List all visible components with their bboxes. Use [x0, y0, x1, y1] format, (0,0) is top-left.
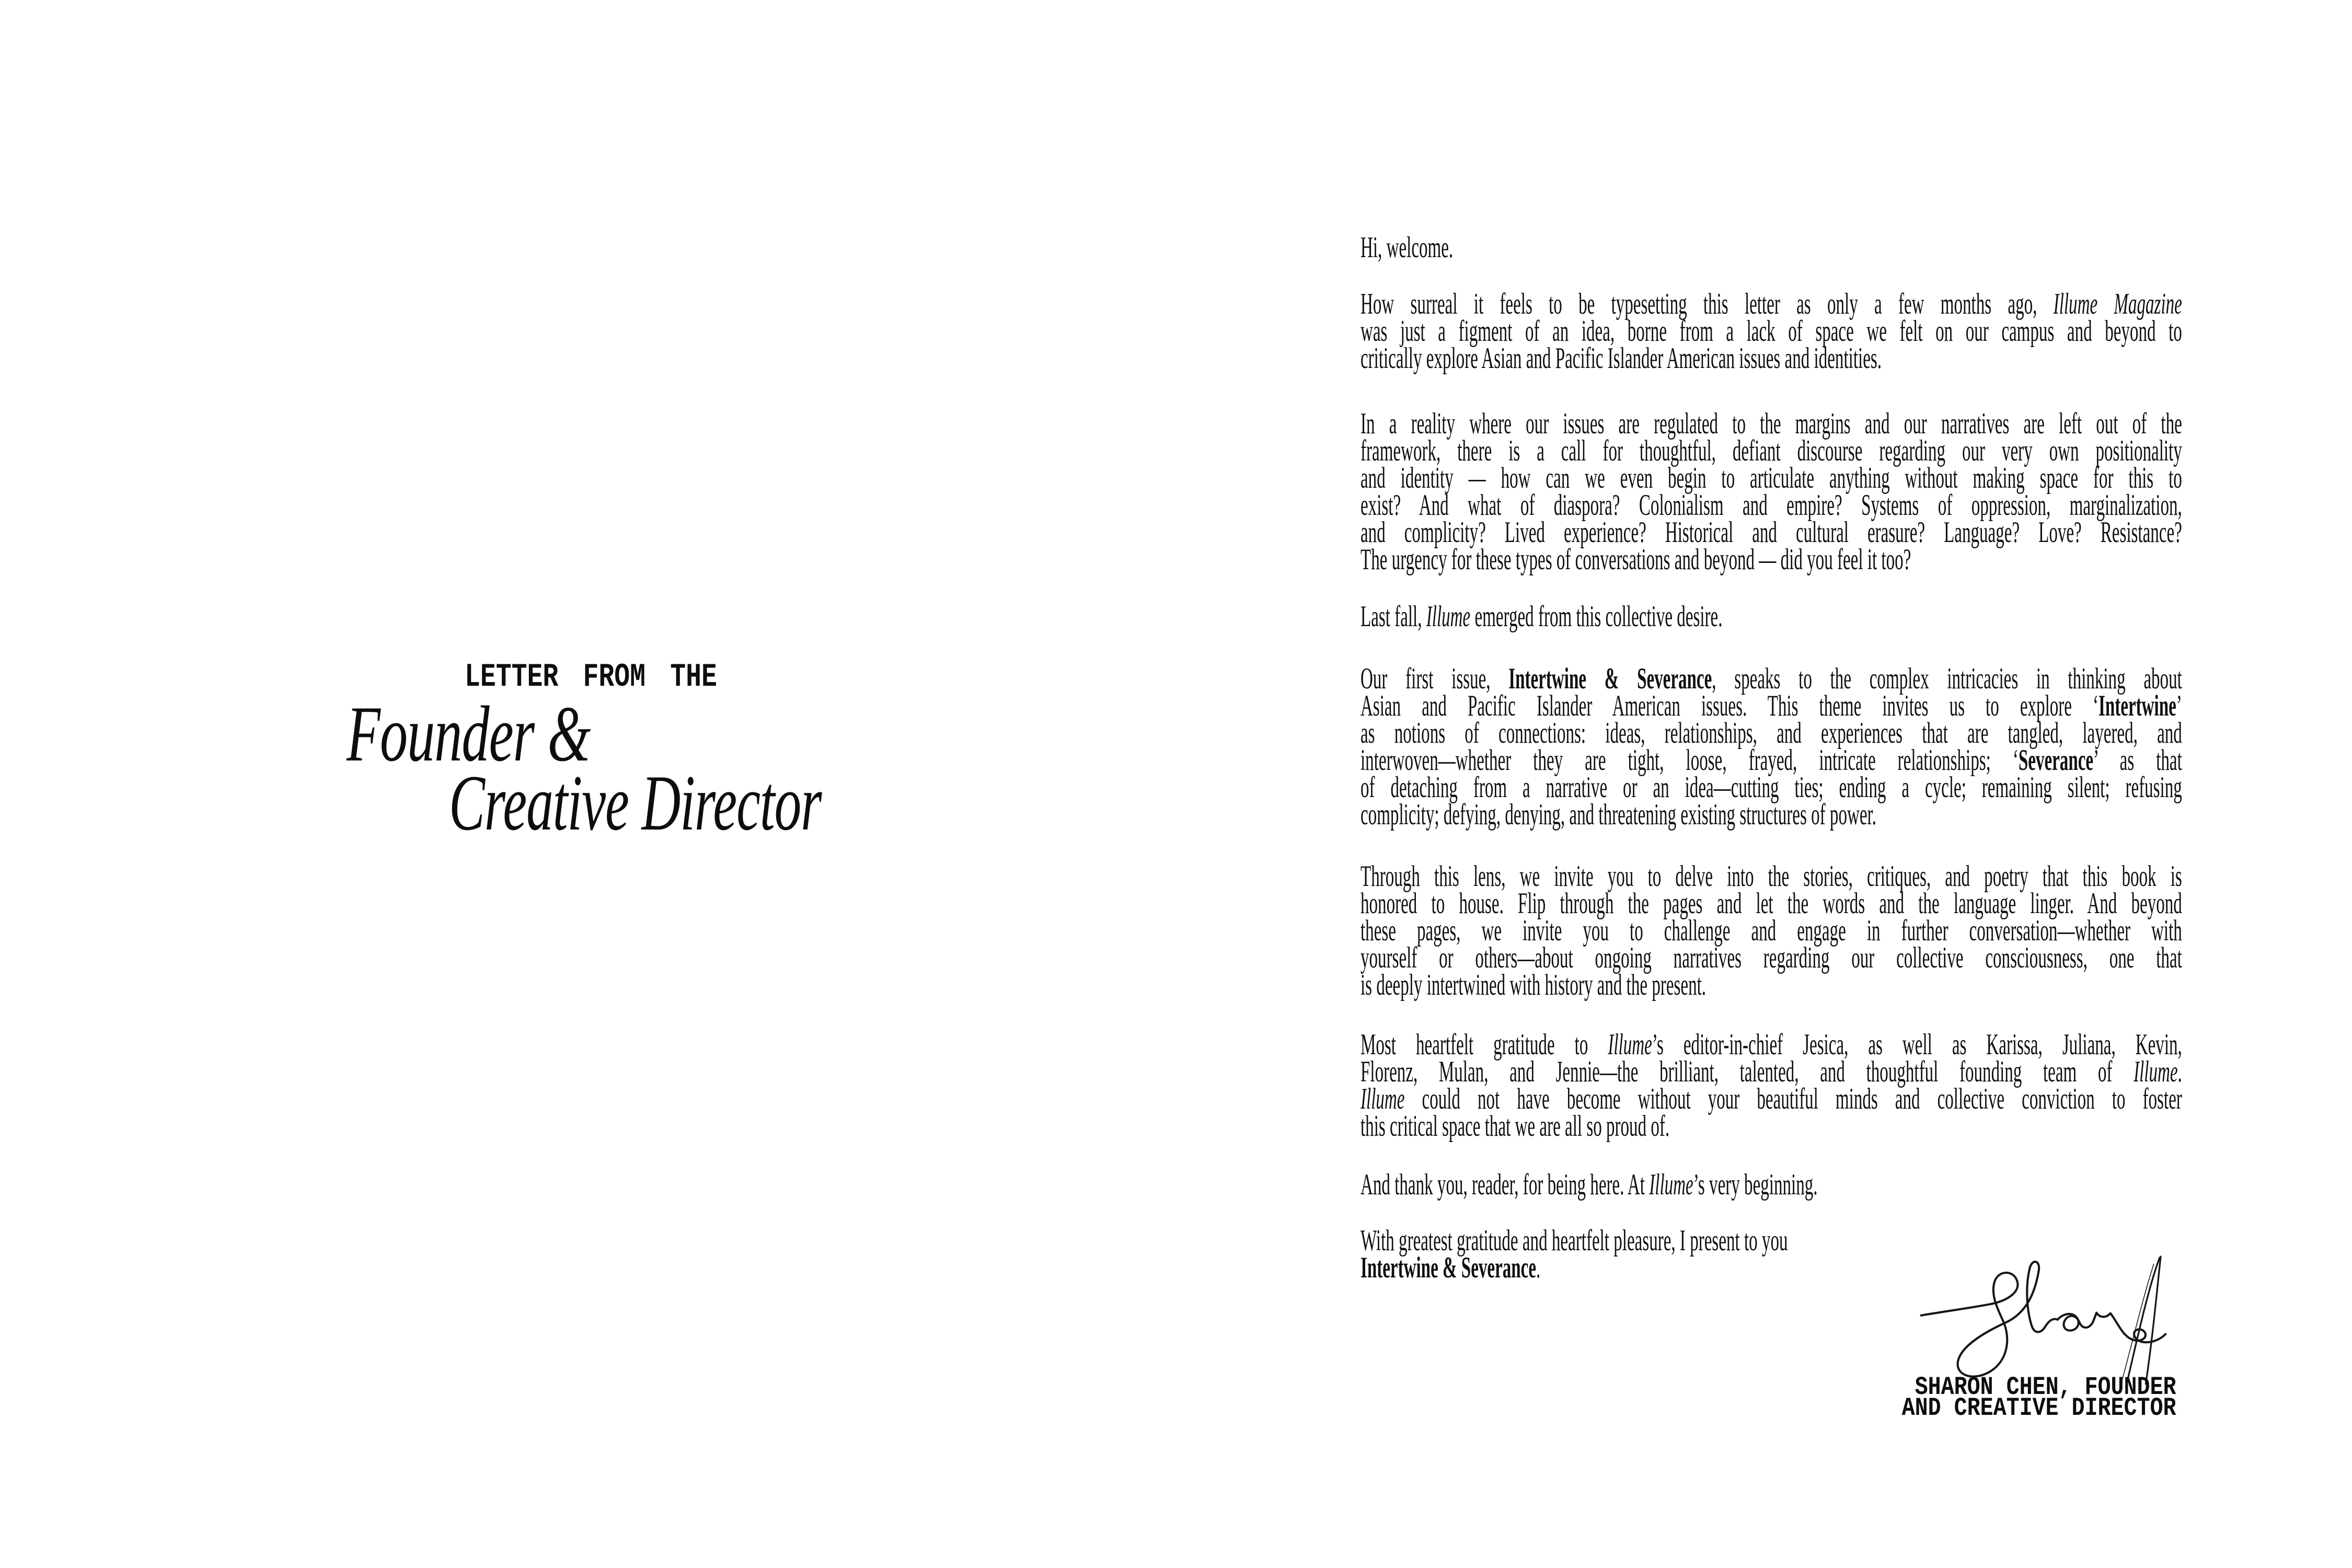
letter-line: Most heartfelt gratitude to Illume’s editor-in-chief Jesica, as well as Karissa, Juliana, Kevin,	[1361, 1028, 2182, 1061]
title-founder-line: Founder &	[347, 690, 591, 778]
letter-line: Florenz, Mulan, and Jennie—the brilliant, talented, and thoughtful founding team of Illume.	[1361, 1055, 2182, 1088]
letter-line: And thank you, reader, for being here. At Illume’s very beginning.	[1361, 1168, 1818, 1201]
letter-line: this critical space that we are all so proud of.	[1361, 1110, 1670, 1143]
letter-line: framework, there is a call for thoughtful, defiant discourse regarding our very own positionality	[1361, 434, 2182, 467]
letter-line: is deeply intertwined with history and the present.	[1361, 969, 1707, 1001]
letter-line: With greatest gratitude and heartfelt pleasure, I present to you	[1361, 1224, 1788, 1257]
letter-line: critically explore Asian and Pacific Islander American issues and identities.	[1361, 342, 1882, 375]
title-creative-director-line: Creative Director	[449, 759, 822, 847]
letter-line: Our first issue, Intertwine & Severance, speaks to the complex intricacies in thinking about	[1361, 662, 2182, 695]
letter-line: Last fall, Illume emerged from this collective desire.	[1361, 600, 1723, 633]
letter-line: exist? And what of diaspora? Colonialism and empire? Systems of oppression, marginalization,	[1361, 489, 2182, 522]
letter-line: How surreal it feels to be typesetting this letter as only a few months ago, Illume Magazine	[1361, 287, 2182, 320]
letter-line: Asian and Pacific Islander American issues. This theme invites us to explore ‘Intertwine’	[1361, 689, 2182, 722]
letter-line: as notions of connections: ideas, relationships, and experiences that are tangled, layered, and	[1361, 717, 2182, 750]
letter-line: Through this lens, we invite you to delve into the stories, critiques, and poetry that this book is	[1361, 860, 2182, 893]
letter-line: of detaching from a narrative or an idea—cutting ties; ending a cycle; remaining silent; refusing	[1361, 771, 2182, 804]
letter-paragraph	[1361, 407, 2182, 576]
letter-paragraph	[1361, 662, 2182, 831]
letter-line: and identity — how can we even begin to articulate anything without making space for this to	[1361, 462, 2182, 494]
credit-block	[1902, 1373, 2176, 1423]
founder-signature-handwriting	[1919, 1252, 2171, 1391]
letter-line: Intertwine & Severance.	[1361, 1251, 1541, 1284]
letter-line: interwoven—whether they are tight, loose, frayed, intricate relationships; ‘Severance’ as that	[1361, 744, 2182, 777]
letter-line: was just a figment of an idea, borne from a lack of space we felt on our campus and beyond to	[1361, 315, 2182, 348]
letter-line: Hi, welcome.	[1361, 231, 1454, 264]
section-kicker: LETTER FROM THE	[465, 659, 717, 696]
letter-line: The urgency for these types of conversations and beyond — did you feel it too?	[1361, 543, 1911, 576]
letter-line: Illume could not have become without your beautiful minds and collective conviction to foster	[1361, 1082, 2182, 1115]
letter-line: In a reality where our issues are regulated to the margins and our narratives are left out of the	[1361, 407, 2182, 440]
letter-line: and complicity? Lived experience? Historical and cultural erasure? Language? Love? Resistance?	[1361, 516, 2182, 549]
credit-line-director: AND CREATIVE DIRECTOR	[1902, 1393, 2176, 1423]
letter-paragraph	[1361, 231, 2182, 264]
letter-line: honored to house. Flip through the pages and let the words and the language linger. And beyond	[1361, 887, 2182, 920]
letter-paragraph	[1361, 1028, 2182, 1143]
letter-paragraph	[1361, 287, 2182, 375]
letter-paragraph	[1361, 1168, 2182, 1201]
letter-paragraph	[1361, 860, 2182, 1001]
letter-line: these pages, we invite you to challenge and engage in further conversation—whether with	[1361, 914, 2182, 947]
letter-line: yourself or others—about ongoing narratives regarding our collective consciousness, one that	[1361, 941, 2182, 974]
letter-paragraph	[1361, 600, 2182, 633]
credit-line-founder: SHARON CHEN, FOUNDER	[1915, 1373, 2176, 1402]
letter-line: complicity; defying, denying, and threatening existing structures of power.	[1361, 798, 1876, 831]
